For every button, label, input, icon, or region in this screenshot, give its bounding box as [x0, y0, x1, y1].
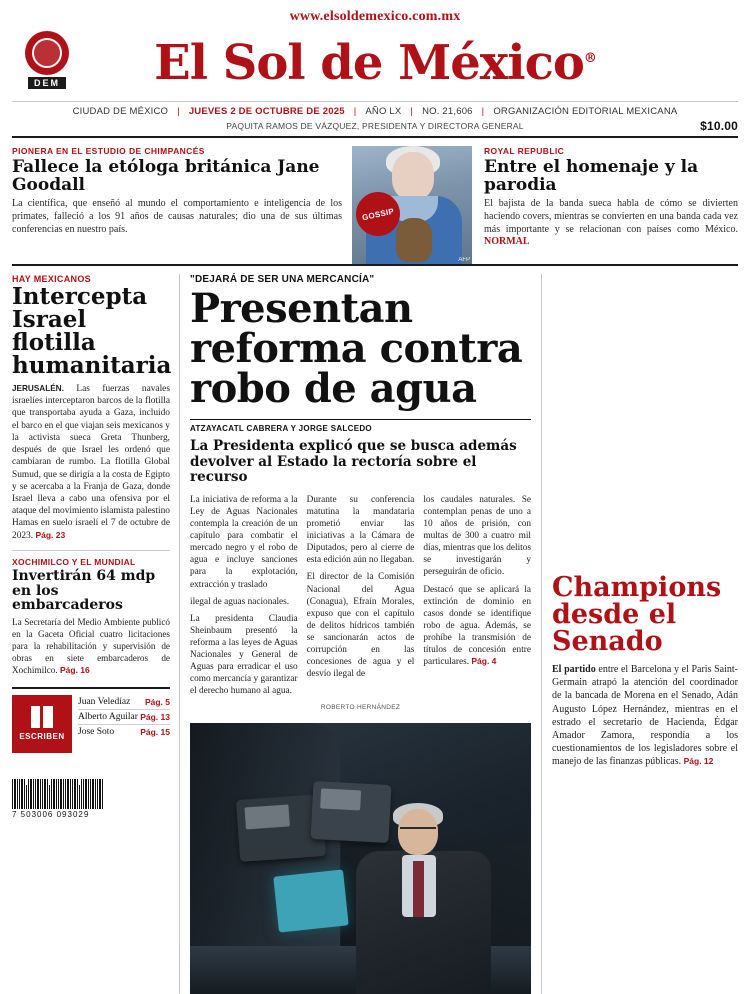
- right-column: [541, 274, 738, 994]
- teaser-kicker: ROYAL REPUBLIC: [484, 146, 565, 156]
- photo-credit: AFP: [458, 257, 470, 263]
- byline: ATZAYACATL CABRERA Y JORGE SALCEDO: [190, 419, 531, 433]
- divider-dot: |: [410, 106, 414, 117]
- left-kicker: HAY MEXICANOS: [12, 274, 91, 284]
- gossip-badge[interactable]: GOSSIP: [352, 188, 404, 240]
- right-body: El partido entre el Barcelona y el Paris Saint-Germain atrapó la atención del coordinador de la bancada de Morena en el Senado, Adán Augusto López Hernández, mientras en el estrado el secretario de Hacienda, Édgar Amador Zamora, respondía a los cuestionamientos de los legisladores sobre el manejo de las finanzas públicas. Pág. 12: [552, 664, 738, 768]
- barcode-number: 7 503006 093029: [12, 809, 90, 819]
- dateline: JERUSALÉN.: [12, 384, 64, 393]
- left-column: [12, 274, 180, 994]
- author-page: Pág. 5: [144, 696, 170, 707]
- book-icon: [31, 706, 53, 728]
- edition-date: JUEVES 2 DE OCTUBRE DE 2025: [188, 106, 345, 117]
- list-item[interactable]: [78, 695, 170, 710]
- left-secondary-headline: Invertirán 64 mdp en los embarcaderos: [12, 567, 156, 614]
- top-teasers: [12, 138, 738, 263]
- oem-logo: [18, 31, 76, 89]
- photo-shape-plush-toy: [396, 218, 432, 262]
- teaser-body: La científica, que enseñó al mundo el comportamiento e inteligencia de los primates, falleció a los 91 años de causas naturales; dio una de sus últimas conferencias en nuestro país.: [12, 198, 342, 235]
- edition-info-bar: [0, 102, 750, 120]
- site-url[interactable]: www.elsoldemexico.com.mx: [289, 9, 461, 24]
- sun-icon: [25, 31, 69, 75]
- photo-shape-tablet-screen: [273, 870, 348, 933]
- photo-shape-phone-2: [311, 781, 392, 843]
- right-headline: Champions desde el Senado: [552, 572, 722, 657]
- paragraph: El director de la Comisión Nacional del Agua (Conagua), Efraín Morales, expuso que con el capítulo de delitos hídricos también se sancionarán actos de corrupción en las concesiones de agua y el desvío ilegal de: [306, 572, 415, 680]
- left-secondary-body: La Secretaría del Medio Ambiente publicó en la Gaceta Oficial cuatro licitaciones para la rehabilitación y supervisión de obras en siete embarcaderos de Xochimilco. Pág. 16: [12, 616, 170, 675]
- glasses-icon: [400, 827, 436, 834]
- escriben-box: [12, 687, 170, 753]
- right-spacer: [552, 274, 738, 574]
- center-kicker: "DEJARÁ DE SER UNA MERCANCÍA": [190, 274, 375, 285]
- escriben-logo: [12, 695, 72, 753]
- left-page-ref[interactable]: Pág. 23: [35, 529, 66, 540]
- divider: [12, 550, 170, 551]
- edition-issue: NO. 21,606: [422, 106, 473, 117]
- edition-year: AÑO LX: [365, 106, 402, 117]
- paragraph: ilegal de aguas nacionales.: [190, 596, 290, 607]
- author-name: Alberto Aguilar: [78, 711, 138, 722]
- author-page: Pág. 13: [140, 711, 170, 722]
- escriben-label: ESCRIBEN: [19, 732, 65, 742]
- teaser-jane-goodall[interactable]: [12, 146, 352, 256]
- teaser-tag: NORMAL: [484, 236, 530, 248]
- divider-dot: |: [353, 106, 357, 117]
- article-column-2: [307, 494, 415, 702]
- registered-mark: ®: [583, 51, 596, 66]
- left-secondary-kicker: XOCHIMILCO Y EL MUNDIAL: [12, 556, 136, 567]
- article-column-1: [190, 494, 298, 702]
- barcode: [12, 775, 170, 809]
- oem-logo-label: DEM: [28, 77, 66, 89]
- article-columns: [190, 494, 531, 702]
- paragraph: La iniciativa de reforma a la Ley de Aguas Nacionales contempla la creación de un capítulo para combatir el mercado negro y el robo de agua e incluye sanciones para la explotación, extracción y traslado: [190, 494, 298, 590]
- masthead: [0, 29, 750, 95]
- main-content: [12, 266, 738, 994]
- escriben-list: [72, 695, 170, 753]
- paragraph: La presidenta Claudia Sheinbaum presentó la reforma a las leyes de Aguas Nacionales y General de Aguas para erradicar el uso como mercancía y garantizar el derecho humano al agua.: [190, 613, 298, 697]
- right-body-lead: El partido: [552, 664, 596, 675]
- center-column: [180, 274, 541, 994]
- photo-shape-tie: [413, 861, 424, 917]
- list-item[interactable]: [78, 710, 170, 725]
- article-column-3: [423, 494, 531, 702]
- teaser-body: El bajista de la banda sueca habla de cómo se divierten haciendo covers, mientras se convierten en una banda cada vez más importante y se relacionan con países como México. NORMAL: [484, 198, 738, 248]
- left-body: JERUSALÉN. Las fuerzas navales israelíes interceptaron barcos de la flotilla que transportaba ayuda a Gaza, incluido el barco en el que viajan seis mexicanos y la activista sueca Greta Thunberg, después de que Israel les ordenó que cambiaran de rumbo. La flotilla Global Sumud, que se dirigía a la costa de Egipto y se acercaba a la Franja de Gaza, donde Israel lleva a cabo una ofensiva por el ataque del movimiento islamista palestino Hamas en suelo israelí el 7 de octubre de 2023. Pág. 23: [12, 384, 170, 541]
- paragraph: Durante su conferencia matutina la mandataria prometió enviar las iniciativas a la Cámara de Diputados, pero al cierre de esta edición aún no llegaban.: [306, 494, 415, 566]
- director-bar: [12, 120, 738, 138]
- teaser-kicker: PIONERA EN EL ESTUDIO DE CHIMPANCÉS: [12, 146, 205, 156]
- site-url-bar: [0, 0, 750, 29]
- photo-credit: ROBERTO HERNÁNDEZ: [320, 704, 401, 712]
- divider-dot: |: [481, 106, 485, 117]
- paragraph: los caudales naturales. Se contemplan penas de uno a 10 años de prisión, con multas de 300 a cuatro mil días, mientras que los delitos se investigarán y perseguirán de oficio.: [423, 494, 532, 578]
- deck: La Presidenta explicó que se busca además devolver al Estado la rectoría sobre el recurso: [190, 438, 517, 486]
- author-name: Juan Veledíaz: [78, 696, 131, 707]
- divider-dot: |: [177, 106, 180, 117]
- teaser-royal-republic[interactable]: [472, 146, 738, 256]
- author-name: Jose Soto: [78, 726, 115, 737]
- author-page: Pág. 15: [140, 726, 170, 737]
- left-secondary-page-ref[interactable]: Pág. 16: [59, 664, 90, 675]
- teaser-headline: Fallece la etóloga británica Jane Goodall: [12, 157, 320, 196]
- edition-city: CIUDAD DE MÉXICO: [72, 106, 169, 117]
- photo-shape-head: [392, 152, 434, 200]
- list-item[interactable]: [78, 725, 170, 739]
- main-photo-senate: [190, 723, 531, 994]
- teaser-photo-goodall: [352, 146, 472, 264]
- center-page-ref[interactable]: Pág. 4: [471, 655, 497, 666]
- paragraph: Destacó que se aplicará la extinción de dominio en casos donde se identifique robo de agua. Además, se prohíbe la transmisión de títulos de concesión entre particulares. Pág. 4: [423, 584, 532, 667]
- cover-price: $10.00: [700, 119, 738, 133]
- page-title: El Sol de México®: [154, 35, 596, 91]
- main-headline: Presentan reforma contra robo de agua: [190, 285, 523, 412]
- teaser-headline: Entre el homenaje y la parodia: [484, 157, 699, 196]
- edition-publisher: ORGANIZACIÓN EDITORIAL MEXICANA: [493, 106, 678, 117]
- director-line: PAQUITA RAMOS DE VÁZQUEZ, PRESIDENTA Y DIRECTORA GENERAL: [226, 121, 524, 131]
- right-page-ref[interactable]: Pág. 12: [683, 756, 714, 767]
- left-headline: Intercepta Israel flotilla humanitaria: [12, 283, 172, 379]
